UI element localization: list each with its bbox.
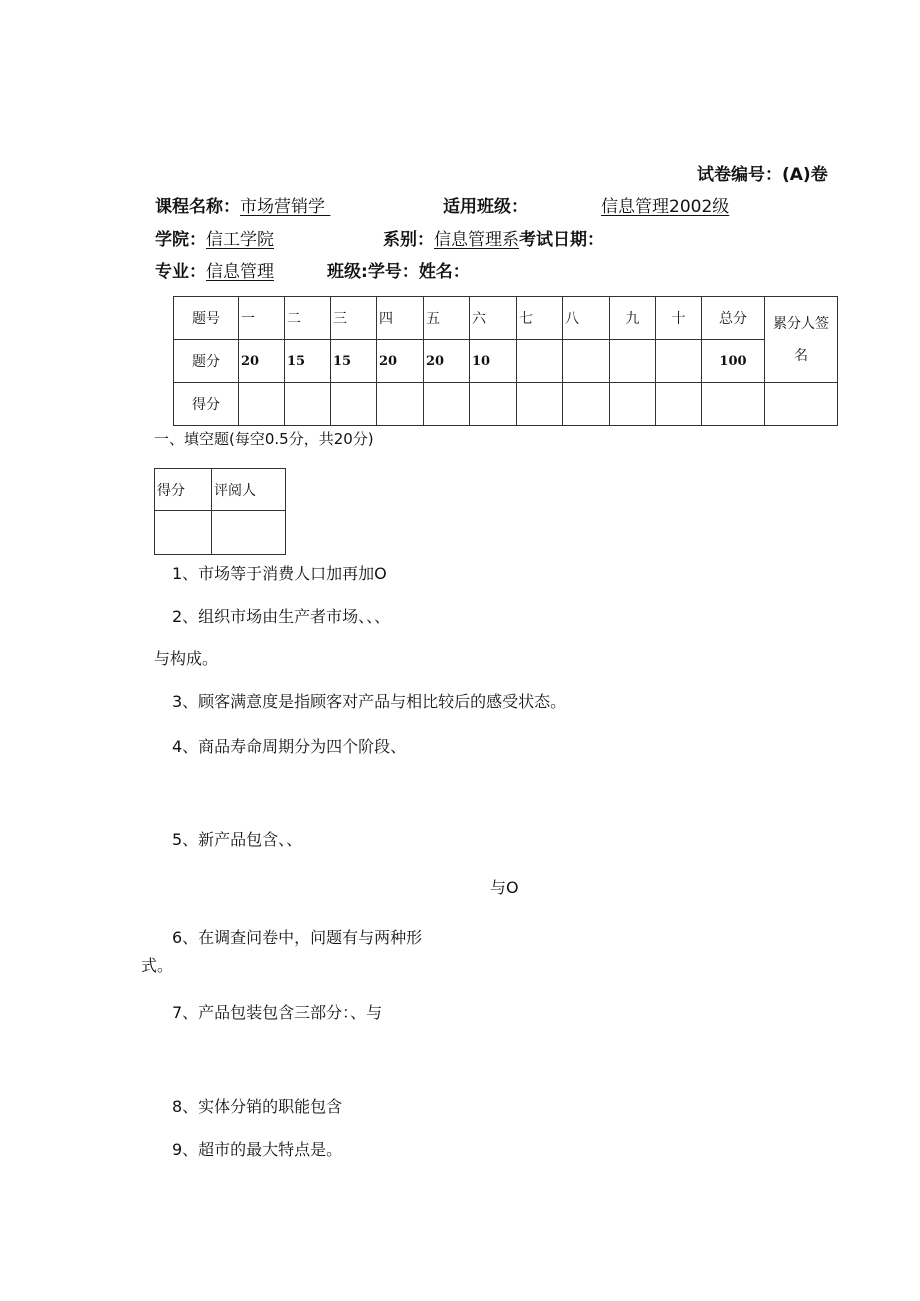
signer-blank-cell[interactable] (765, 383, 838, 426)
grader-table (154, 468, 286, 555)
points-cell (610, 340, 656, 383)
score-cell[interactable] (331, 383, 377, 426)
row-label: 题号 (174, 297, 239, 340)
header-cell: 二 (285, 297, 331, 340)
dept-label: 系别： (383, 230, 434, 250)
major-label: 专业： (155, 262, 206, 282)
points-cell: 15 (331, 340, 377, 383)
course-row (155, 192, 528, 217)
header-cell: 十 (656, 297, 702, 340)
student-no-label: 学号： (367, 262, 419, 282)
points-total-cell: 100 (702, 340, 765, 383)
points-cell (517, 340, 563, 383)
score-cell[interactable] (656, 383, 702, 426)
points-cell: 20 (377, 340, 424, 383)
score-cell[interactable] (470, 383, 517, 426)
signer-cell: 累分人签名 (765, 297, 838, 383)
header-cell: 一 (239, 297, 285, 340)
dept-row (383, 225, 604, 250)
question-5: 5、新产品包含、、 (172, 830, 303, 849)
points-cell: 10 (470, 340, 517, 383)
header-cell: 六 (470, 297, 517, 340)
question-6: 6、在调查问卷中，问题有与两种形 (172, 928, 423, 947)
points-cell: 15 (285, 340, 331, 383)
table-row (155, 511, 286, 555)
grader-score-blank[interactable] (155, 511, 212, 555)
points-cell (656, 340, 702, 383)
question-3: 3、顾客满意度是指顾客对产品与相比较后的感受状态。 (172, 692, 567, 711)
question-6-cont: 式。 (141, 956, 174, 975)
college-label: 学院： (155, 230, 206, 250)
score-cell[interactable] (239, 383, 285, 426)
header-cell: 九 (610, 297, 656, 340)
table-row (174, 340, 838, 383)
grader-score-label: 得分 (155, 469, 212, 511)
points-cell (563, 340, 610, 383)
points-cell: 20 (239, 340, 285, 383)
header-cell: 总分 (702, 297, 765, 340)
grader-reviewer-label: 评阅人 (212, 469, 286, 511)
row-label: 题分 (174, 340, 239, 383)
section-title: 一、填空题(每空0.5分，共20分) (154, 430, 374, 448)
question-8: 8、实体分销的职能包含 (172, 1097, 343, 1116)
question-2-cont: 与构成。 (154, 649, 219, 668)
points-cell: 20 (424, 340, 470, 383)
header-cell: 七 (517, 297, 563, 340)
score-cell[interactable] (610, 383, 656, 426)
table-row (174, 383, 838, 426)
course-value: 市场营销学 (240, 197, 325, 217)
table-row (155, 469, 286, 511)
class-label: 适用班级： (443, 197, 528, 217)
score-cell[interactable] (517, 383, 563, 426)
college-row (155, 225, 274, 250)
dept-value: 信息管理系 (434, 230, 519, 250)
exam-date-label: 考试日期： (519, 230, 604, 250)
question-4: 4、商品寿命周期分为四个阶段、 (172, 737, 407, 756)
row-label: 得分 (174, 383, 239, 426)
header-cell: 四 (377, 297, 424, 340)
score-cell[interactable] (377, 383, 424, 426)
college-value: 信工学院 (206, 230, 274, 250)
question-9: 9、超市的最大特点是。 (172, 1140, 343, 1159)
question-5-cont: 与O (490, 878, 519, 897)
question-7: 7、产品包装包含三部分：、与 (172, 1003, 383, 1022)
score-cell[interactable] (285, 383, 331, 426)
header-cell: 三 (331, 297, 377, 340)
question-2: 2、组织市场由生产者市场、、、 (172, 607, 391, 626)
grader-reviewer-blank[interactable] (212, 511, 286, 555)
course-label: 课程名称： (155, 197, 240, 217)
major-row (155, 257, 274, 282)
score-table (173, 296, 838, 426)
class-value: 信息管理2002级 (601, 197, 730, 217)
question-1: 1、市场等于消费人口加再加O (172, 564, 387, 583)
header-cell: 八 (563, 297, 610, 340)
header-cell: 五 (424, 297, 470, 340)
score-cell[interactable] (702, 383, 765, 426)
course-blank (325, 197, 443, 217)
class-no-label: 班级: (327, 262, 368, 282)
name-label: 姓名： (418, 262, 470, 282)
table-row (174, 297, 838, 340)
score-cell[interactable] (563, 383, 610, 426)
paper-number: 试卷编号：(A)卷 (697, 165, 828, 185)
score-cell[interactable] (424, 383, 470, 426)
major-value: 信息管理 (206, 262, 274, 282)
student-row (327, 257, 470, 282)
